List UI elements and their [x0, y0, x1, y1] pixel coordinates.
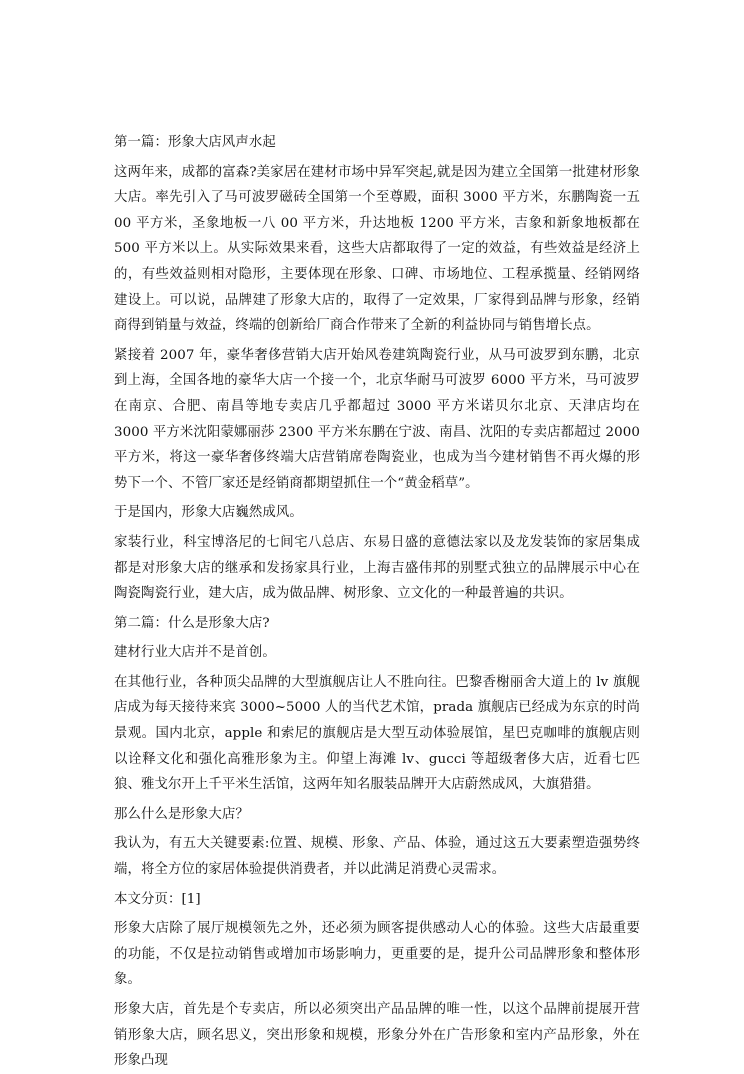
- paragraph-specialty-store: 形象大店，首先是个专卖店，所以必须突出产品品牌的唯一性，以这个品牌前提展开营销形象大店，顾名思义，突出形象和规模，形象分外在广告形象和室内产品形象，外在形象凸现: [114, 1002, 640, 1069]
- paragraph-question: 那么什么是形象大店？: [114, 806, 249, 822]
- paragraph-other-industries: 在其他行业，各种顶尖品牌的大型旗舰店让人不胜向往。巴黎香榭丽舍大道上的 lv 旗舰店成为每天接待来宾 3000~5000 人的当代艺术馆，prada 旗舰店已经成为东京的时尚景观。国内北京，apple 和索尼的旗舰店是大型互动体验展馆，星巴克咖啡的旗舰店则以诠释文化和强化高雅形象为主。仰望上海滩 lv、gucci 等超级奢侈大店，近看七匹狼、雅戈尔开上千平米生活馆，这两年知名服装品牌开大店蔚然成风，大旗猎猎。: [114, 674, 640, 793]
- paragraph-home-decor: 家装行业，科宝博洛尼的七间宅八总店、东易日盛的意德法家以及龙发装饰的家居集成都是对形象大店的继承和发扬家具行业，上海吉盛伟邦的别墅式独立的品牌展示中心在陶瓷陶瓷行业，建大店，成为做品牌、树形象、立文化的一种最普遍的共识。: [114, 534, 640, 602]
- paragraph-intro: 这两年来，成都的富森?美家居在建材市场中异军突起,就是因为建立全国第一批建材形象大店。率先引入了马可波罗磁砖全国第一个至尊殿，面积 3000 平方米，东鹏陶瓷一五 00 平方米，圣象地板一八 00 平方米，升达地板 1200 平方米，吉象和新象地板都在 500 平方米以上。从实际效果来看，这些大店都取得了一定的效益，有些效益是经济上的，有些效益则相对隐形，主要体现在形象、口碑、市场地位、工程承揽量、经销网络建设上。可以说，品牌建了形象大店的，取得了一定效果，厂家得到品牌与形象，经销商得到销量与效益，终端的创新给厂商合作带来了全新的利益协同与销售增长点。: [114, 164, 640, 334]
- section-heading-1: 第一篇：形象大店风声水起: [114, 135, 276, 150]
- paragraph-not-first: 建材行业大店并不是首创。: [114, 645, 276, 661]
- paragraph-2007: 紧接着 2007 年，豪华奢侈营销大店开始风卷建筑陶瓷行业，从马可波罗到东鹏，北京到上海，全国各地的豪华大店一个接一个，北京华耐马可波罗 6000 平方米，马可波罗在南京、合肥、南昌等地专卖店几乎都超过 3000 平方米诺贝尔北京、天津店均在 3000 平方米沈阳蒙娜丽莎 2300 平方米东鹏在宁波、南昌、沈阳的专卖店都超过 2000 平方米，将这一豪华奢侈终端大店营销席卷陶瓷业，也成为当今建材销售不再火爆的形势下一个、不管厂家还是经销商都期望抓住一个“黄金稻草”。: [114, 347, 640, 491]
- paragraph-five-elements: 我认为，有五大关键要素:位置、规模、形象、产品、体验，通过这五大要素塑造强势终端，将全方位的家居体验提供消费者，并以此满足消费心灵需求。: [114, 836, 640, 878]
- section-heading-2: 第二篇：什么是形象大店?: [114, 615, 270, 631]
- paragraph-trend: 于是国内，形象大店巍然成风。: [114, 505, 303, 521]
- page-marker: 本文分页：[1]: [114, 891, 201, 907]
- paragraph-experience: 形象大店除了展厅规模领先之外，还必须为顾客提供感动人心的体验。这些大店最重要的功能，不仅是拉动销售或增加市场影响力，更重要的是，提升公司品牌形象和整体形象。: [114, 921, 640, 988]
